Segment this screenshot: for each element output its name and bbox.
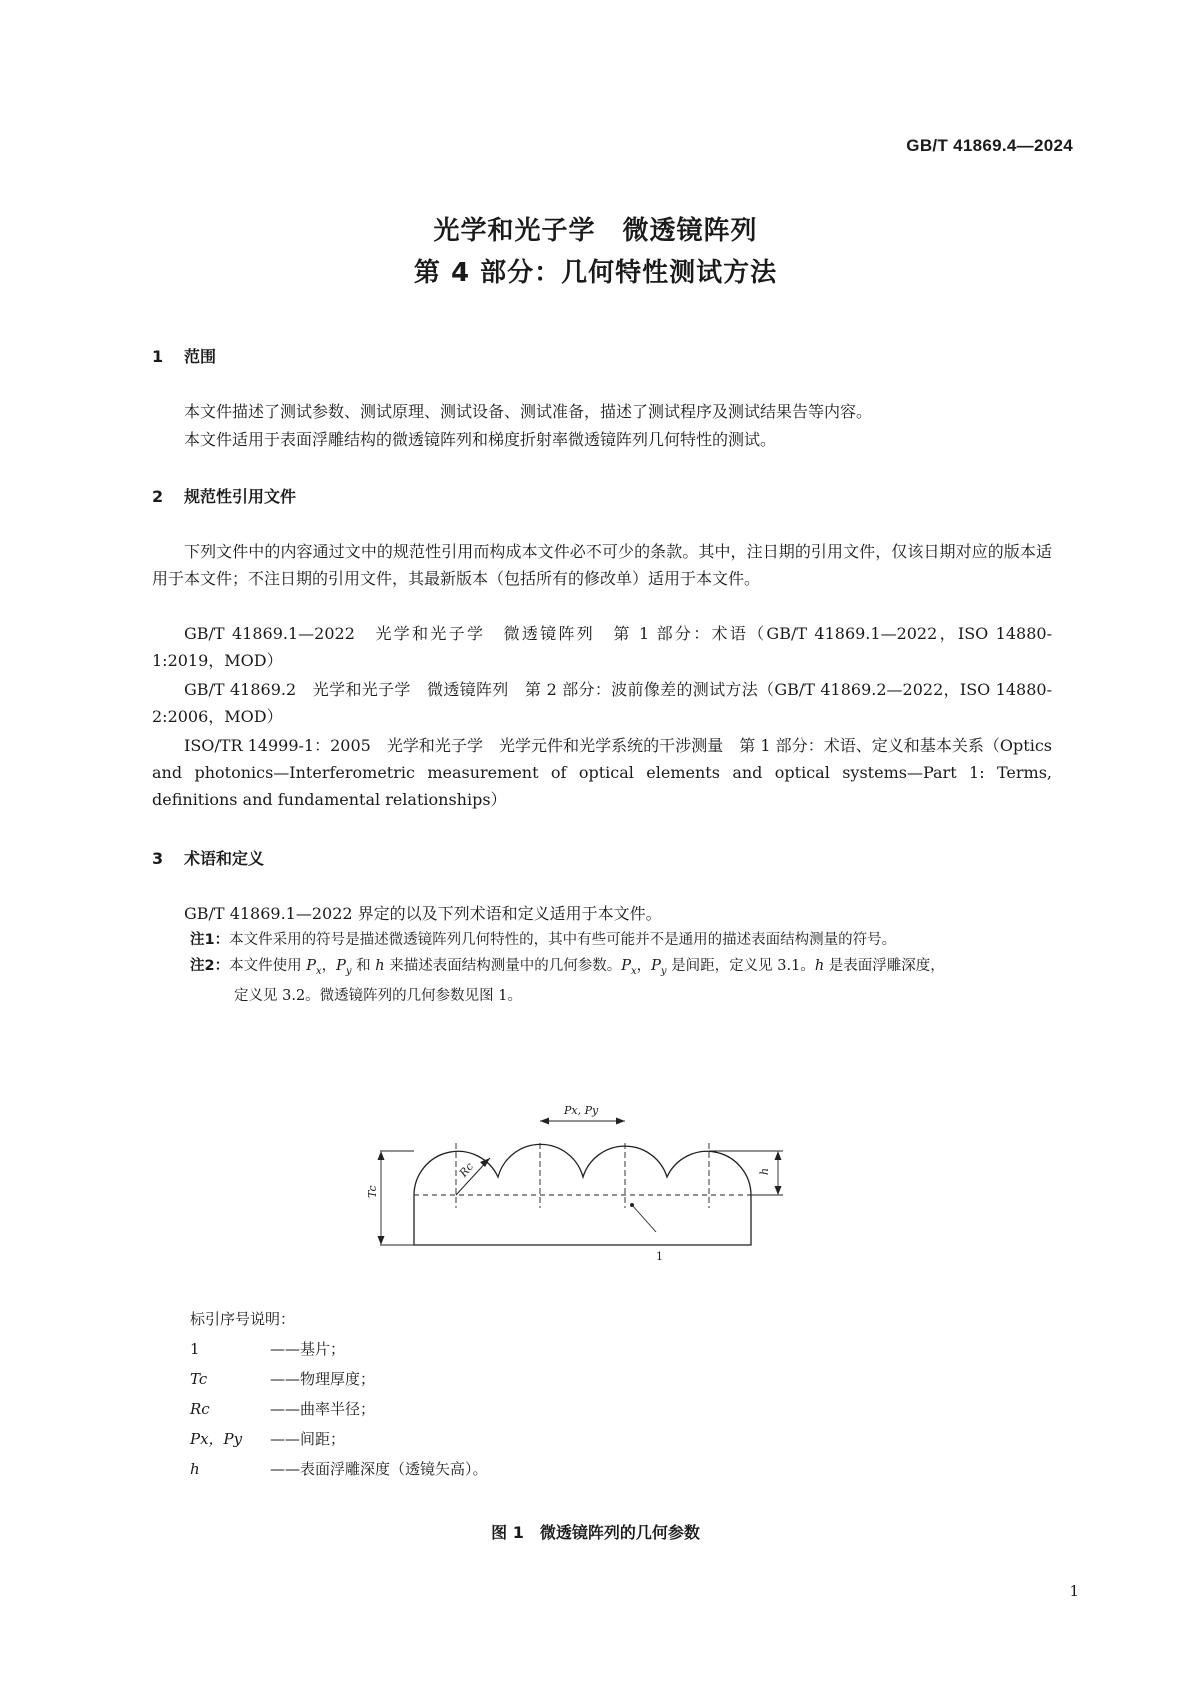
legend-symbol: 1 <box>190 1340 200 1358</box>
title-line-1: 光学和光子学 微透镜阵列 <box>433 216 758 246</box>
tc-arrow-top <box>378 1151 385 1160</box>
rc-label: Rc <box>456 1160 477 1180</box>
legend-description: ——基片； <box>270 1340 346 1358</box>
note-label: 注2： <box>190 958 230 974</box>
legend-title: 标引序号说明： <box>190 1310 296 1328</box>
substrate-outline <box>414 1144 751 1245</box>
section-number: 3 <box>152 849 164 868</box>
note-text: 和 <box>351 958 376 974</box>
section-1-paragraph-2: 本文件适用于表面浮雕结构的微透镜阵列和梯度折射率微透镜阵列几何特性的测试。 <box>184 430 777 449</box>
page-number: 1 <box>1069 1582 1079 1600</box>
section-2-paragraph-1: 下列文件中的内容通过文中的规范性引用而构成本文件必不可少的条款。其中，注日期的引用文件，仅该日期对应的版本适用于本文件；不注日期的引用文件，其最新版本（包括所有的修改单）适用于本文件。 <box>152 542 1052 588</box>
legend-symbol: Tc <box>190 1370 208 1388</box>
legend-symbol: h <box>190 1460 200 1478</box>
legend-row <box>190 1398 375 1419</box>
section-2-heading <box>152 484 296 507</box>
note-1 <box>190 928 1050 952</box>
microlens-array-diagram <box>366 1068 800 1298</box>
section-title: 规范性引用文件 <box>184 487 297 506</box>
section-3-paragraph-1: GB/T 41869.1—2022 界定的以及下列术语和定义适用于本文件。 <box>184 904 662 923</box>
normative-reference-2: GB/T 41869.2 光学和光子学 微透镜阵列 第 2 部分：波前像差的测试方法（GB/T 41869.2—2022，ISO 14880-2:2006，MOD） <box>152 680 1052 726</box>
section-1-heading <box>152 344 216 367</box>
h-arrow-top <box>775 1151 782 1160</box>
legend-description: ——物理厚度； <box>270 1370 376 1388</box>
note-2: 注2：本文件使用 $P_x$，$P_y$ 和 h 来描述表面结构测量中的几何参数。$P_x$，$P_y$ 是间距，定义见 3.1。h 是表面浮雕深度， 定义见 3.2。微透镜阵列的几何参数见图 1。 <box>190 954 1050 1008</box>
h-label: h <box>758 1167 771 1175</box>
leader-line <box>632 1205 656 1232</box>
pitch-arrow-right <box>616 1118 625 1125</box>
section-3-heading <box>152 846 264 869</box>
figure-caption: 图 1 微透镜阵列的几何参数 <box>491 1523 700 1542</box>
pitch-label: Px, Py <box>564 1104 599 1117</box>
legend-description: ——间距； <box>270 1430 346 1448</box>
item-1-label: 1 <box>656 1250 663 1263</box>
legend-row <box>190 1428 345 1449</box>
legend-description: ——表面浮雕深度（透镜矢高）。 <box>270 1460 488 1478</box>
note-label: 注1： <box>190 932 230 948</box>
pitch-arrow-left <box>540 1118 549 1125</box>
section-1-paragraph-1: 本文件描述了测试参数、测试原理、测试设备、测试准备，描述了测试程序及测试结果告等内容。 <box>184 402 873 421</box>
note-text: 是间距，定义见 3.1。 <box>666 958 815 974</box>
legend-description: ——曲率半径； <box>270 1400 376 1418</box>
note-text: 本文件使用 <box>229 958 307 974</box>
legend-row <box>190 1368 375 1389</box>
radius-arrow <box>480 1158 490 1167</box>
tc-label: Tc <box>366 1185 379 1198</box>
note-text: 本文件采用的符号是描述微透镜阵列几何特性的，其中有些可能并不是通用的描述表面结构测量的符号。 <box>229 932 897 948</box>
section-title: 术语和定义 <box>184 849 265 868</box>
title-line-2: 第 4 部分：几何特性测试方法 <box>413 258 778 288</box>
tc-arrow-bottom <box>378 1236 385 1245</box>
legend-row <box>190 1458 488 1479</box>
leader-dot <box>630 1203 634 1207</box>
h-arrow-bottom <box>775 1186 782 1195</box>
note-text: 来描述表面结构测量中的几何参数。 <box>384 958 622 974</box>
legend-row <box>190 1338 345 1359</box>
standard-number: GB/T 41869.4—2024 <box>906 136 1073 155</box>
normative-reference-1: GB/T 41869.1—2022 光学和光子学 微透镜阵列 第 1 部分：术语（GB/T 41869.1—2022，ISO 14880-1:2019，MOD） <box>152 624 1052 670</box>
note-text: 是表面浮雕深度， <box>824 958 945 974</box>
section-title: 范围 <box>184 347 217 366</box>
note-text-continuation: 定义见 3.2。微透镜阵列的几何参数见图 1。 <box>234 987 523 1004</box>
section-number: 1 <box>152 347 164 366</box>
normative-reference-3: ISO/TR 14999-1：2005 光学和光子学 光学元件和光学系统的干涉测量 第 1 部分：术语、定义和基本关系（Optics and photonics—Interferometric measurement of optical elements and optical systems—Part 1: Terms, definitions and fundamental relationships） <box>152 736 1052 809</box>
legend-symbol: Rc <box>190 1400 210 1418</box>
legend-symbol: Px，Py <box>190 1430 243 1448</box>
section-number: 2 <box>152 487 164 506</box>
